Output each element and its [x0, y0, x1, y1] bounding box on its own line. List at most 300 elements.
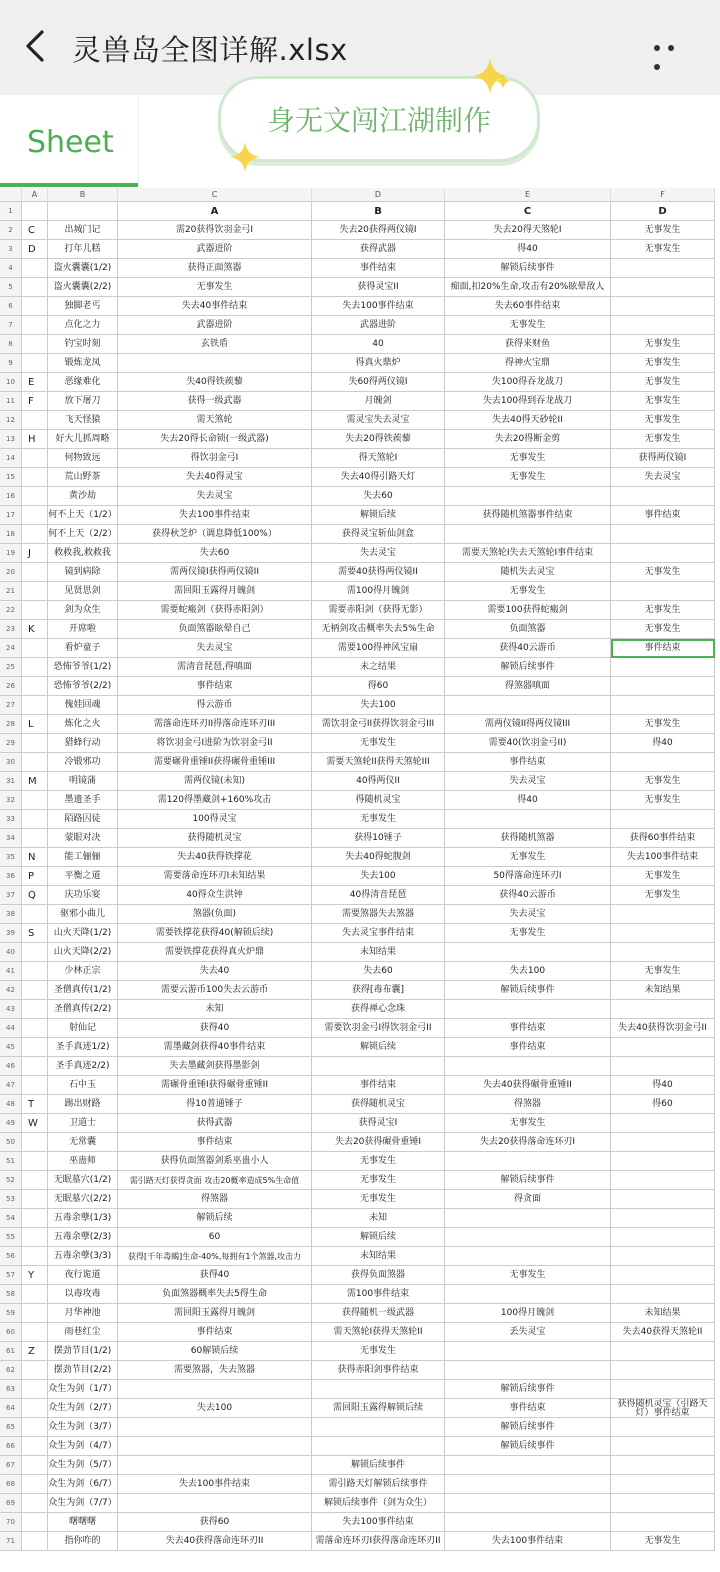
cell-d[interactable]: 解锁后续: [312, 1228, 445, 1247]
row-number[interactable]: 31: [0, 772, 22, 791]
cell-f[interactable]: [611, 1456, 715, 1475]
cell-e[interactable]: 得煞器嗔面: [445, 677, 611, 696]
row-number[interactable]: 33: [0, 810, 22, 829]
cell-a[interactable]: C: [22, 221, 48, 240]
row-number[interactable]: 45: [0, 1038, 22, 1057]
row-number[interactable]: 66: [0, 1437, 22, 1456]
cell-b[interactable]: 炼化之火: [48, 715, 118, 734]
cell-b[interactable]: 锻炼龙凤: [48, 354, 118, 373]
cell-a[interactable]: J: [22, 544, 48, 563]
cell-c[interactable]: A: [118, 202, 312, 221]
cell-c[interactable]: 需落命连环刃II得落命连环刃III: [118, 715, 312, 734]
cell-f[interactable]: [611, 1247, 715, 1266]
cell-e[interactable]: [445, 1000, 611, 1019]
cell-a[interactable]: [22, 1513, 48, 1532]
cell-c[interactable]: 需清音琵琶,得嗔面: [118, 658, 312, 677]
cell-a[interactable]: [22, 468, 48, 487]
cell-b[interactable]: 夜行诡道: [48, 1266, 118, 1285]
cell-b[interactable]: 盗火囊囊(2/2): [48, 278, 118, 297]
cell-f[interactable]: 无事发生: [611, 962, 715, 981]
cell-e[interactable]: 无事发生: [445, 316, 611, 335]
back-arrow-icon[interactable]: [18, 28, 54, 64]
cell-f[interactable]: 获得两仪镜I: [611, 449, 715, 468]
cell-c[interactable]: 获得一级武器: [118, 392, 312, 411]
cell-b[interactable]: 出城门记: [48, 221, 118, 240]
cell-a[interactable]: [22, 1380, 48, 1399]
cell-f[interactable]: [611, 582, 715, 601]
cell-e[interactable]: [445, 1152, 611, 1171]
cell-f[interactable]: 无事发生: [611, 1532, 715, 1551]
cell-d[interactable]: 无事发生: [312, 1342, 445, 1361]
cell-e[interactable]: 解锁后续事件: [445, 1380, 611, 1399]
cell-c[interactable]: 40得众生洪钟: [118, 886, 312, 905]
cell-e[interactable]: 失100得吞龙战刀: [445, 373, 611, 392]
cell-b[interactable]: 圣手真迹1/2): [48, 1038, 118, 1057]
cell-e[interactable]: 解锁后续事件: [445, 1418, 611, 1437]
cell-e[interactable]: 失去60事件结束: [445, 297, 611, 316]
cell-b[interactable]: 钓宝时刻: [48, 335, 118, 354]
cell-f[interactable]: [611, 1038, 715, 1057]
column-header[interactable]: C: [118, 188, 312, 202]
row-number[interactable]: 41: [0, 962, 22, 981]
cell-e[interactable]: 解锁后续事件: [445, 1171, 611, 1190]
cell-a[interactable]: [22, 981, 48, 1000]
cell-b[interactable]: 圣僧真传(2/2): [48, 1000, 118, 1019]
spreadsheet-grid[interactable]: [0, 188, 720, 1572]
row-number[interactable]: 39: [0, 924, 22, 943]
cell-d[interactable]: 失去灵宝事件结束: [312, 924, 445, 943]
cell-d[interactable]: 无事发生: [312, 734, 445, 753]
cell-a[interactable]: [22, 202, 48, 221]
row-number[interactable]: 4: [0, 259, 22, 278]
cell-b[interactable]: 五毒余孽(1/3): [48, 1209, 118, 1228]
cell-e[interactable]: [445, 1494, 611, 1513]
cell-c[interactable]: 获得正面煞器: [118, 259, 312, 278]
cell-b[interactable]: 众生为剑（3/7）: [48, 1418, 118, 1437]
cell-b[interactable]: 盗火囊囊(1/2): [48, 259, 118, 278]
cell-d[interactable]: 获得负面煞器: [312, 1266, 445, 1285]
cell-f[interactable]: 无事发生: [611, 430, 715, 449]
cell-a[interactable]: [22, 1038, 48, 1057]
row-number[interactable]: 50: [0, 1133, 22, 1152]
cell-f[interactable]: 无事发生: [611, 886, 715, 905]
cell-b[interactable]: 镜到病除: [48, 563, 118, 582]
cell-c[interactable]: 需要铁撑花获得40(解锁后续): [118, 924, 312, 943]
cell-b[interactable]: 救救我,救救我: [48, 544, 118, 563]
row-number[interactable]: 29: [0, 734, 22, 753]
cell-b[interactable]: 雨巷红尘: [48, 1323, 118, 1342]
cell-e[interactable]: 失去20得天煞轮I: [445, 221, 611, 240]
cell-e[interactable]: 事件结束: [445, 1038, 611, 1057]
cell-b[interactable]: 陌路囚徒: [48, 810, 118, 829]
cell-c[interactable]: 得10普通锤子: [118, 1095, 312, 1114]
cell-e[interactable]: 获得40云游币: [445, 886, 611, 905]
cell-d[interactable]: 无事发生: [312, 1190, 445, 1209]
row-number[interactable]: 23: [0, 620, 22, 639]
cell-b[interactable]: 无眠墓穴(2/2): [48, 1190, 118, 1209]
cell-a[interactable]: [22, 278, 48, 297]
cell-f[interactable]: [611, 696, 715, 715]
cell-c[interactable]: 获得秋芝炉（调息降低100%）: [118, 525, 312, 544]
cell-a[interactable]: [22, 487, 48, 506]
row-number[interactable]: 14: [0, 449, 22, 468]
cell-e[interactable]: 无事发生: [445, 848, 611, 867]
cell-f[interactable]: [611, 1342, 715, 1361]
cell-a[interactable]: S: [22, 924, 48, 943]
cell-c[interactable]: 需天煞轮: [118, 411, 312, 430]
cell-e[interactable]: [445, 1209, 611, 1228]
cell-e[interactable]: [445, 1285, 611, 1304]
row-number[interactable]: 61: [0, 1342, 22, 1361]
cell-d[interactable]: 获得武器: [312, 240, 445, 259]
cell-a[interactable]: D: [22, 240, 48, 259]
cell-a[interactable]: [22, 1437, 48, 1456]
cell-c[interactable]: 得云游币: [118, 696, 312, 715]
row-number[interactable]: 56: [0, 1247, 22, 1266]
cell-e[interactable]: [445, 1057, 611, 1076]
cell-f[interactable]: [611, 810, 715, 829]
cell-b[interactable]: 五毒余孽(2/3): [48, 1228, 118, 1247]
cell-f[interactable]: [611, 1475, 715, 1494]
cell-c[interactable]: 得饮羽金弓I: [118, 449, 312, 468]
cell-d[interactable]: 得天煞轮I: [312, 449, 445, 468]
cell-e[interactable]: 得40: [445, 791, 611, 810]
cell-a[interactable]: [22, 962, 48, 981]
cell-e[interactable]: 得40: [445, 240, 611, 259]
cell-b[interactable]: 恐怖爷爷(1/2): [48, 658, 118, 677]
cell-d[interactable]: 40得两仪II: [312, 772, 445, 791]
cell-e[interactable]: 需要40(饮羽金弓II): [445, 734, 611, 753]
cell-d[interactable]: 40得清音琵琶: [312, 886, 445, 905]
row-number[interactable]: 60: [0, 1323, 22, 1342]
cell-a[interactable]: [22, 1456, 48, 1475]
cell-d[interactable]: 解锁后续事件（剑为众生）: [312, 1494, 445, 1513]
row-number[interactable]: 58: [0, 1285, 22, 1304]
cell-a[interactable]: [22, 1532, 48, 1551]
row-number[interactable]: 15: [0, 468, 22, 487]
cell-a[interactable]: W: [22, 1114, 48, 1133]
cell-a[interactable]: [22, 639, 48, 658]
cell-e[interactable]: 无事发生: [445, 924, 611, 943]
row-number[interactable]: 25: [0, 658, 22, 677]
cell-a[interactable]: [22, 810, 48, 829]
cell-f[interactable]: 获得60事件结束: [611, 829, 715, 848]
cell-f[interactable]: [611, 1266, 715, 1285]
cell-e[interactable]: 获得来财鱼: [445, 335, 611, 354]
cell-f[interactable]: 无事发生: [611, 563, 715, 582]
cell-c[interactable]: 失去40获得铁撑花: [118, 848, 312, 867]
cell-c[interactable]: 获得武器: [118, 1114, 312, 1133]
cell-f[interactable]: 得40: [611, 1076, 715, 1095]
cell-f[interactable]: 失去灵宝: [611, 468, 715, 487]
cell-e[interactable]: [445, 1513, 611, 1532]
cell-c[interactable]: 获得60: [118, 1513, 312, 1532]
cell-d[interactable]: 失去100: [312, 696, 445, 715]
cell-f[interactable]: 无事发生: [611, 620, 715, 639]
cell-f[interactable]: 无事发生: [611, 772, 715, 791]
cell-b[interactable]: 傀娃回魂: [48, 696, 118, 715]
cell-f[interactable]: 无事发生: [611, 240, 715, 259]
row-number[interactable]: 52: [0, 1171, 22, 1190]
cell-c[interactable]: 需两仪镜(未知): [118, 772, 312, 791]
cell-f[interactable]: [611, 658, 715, 677]
cell-f[interactable]: 无事发生: [611, 335, 715, 354]
row-number[interactable]: 62: [0, 1361, 22, 1380]
row-number[interactable]: 11: [0, 392, 22, 411]
row-number[interactable]: 17: [0, 506, 22, 525]
cell-d[interactable]: 需灵宝失去灵宝: [312, 411, 445, 430]
cell-a[interactable]: [22, 1494, 48, 1513]
cell-f[interactable]: [611, 259, 715, 278]
cell-a[interactable]: [22, 791, 48, 810]
cell-a[interactable]: [22, 1000, 48, 1019]
cell-c[interactable]: 需要落命连环刃I未知结果: [118, 867, 312, 886]
cell-e[interactable]: 无事发生: [445, 582, 611, 601]
cell-a[interactable]: N: [22, 848, 48, 867]
cell-c[interactable]: 无事发生: [118, 278, 312, 297]
cell-d[interactable]: 未知结果: [312, 1247, 445, 1266]
row-number[interactable]: 20: [0, 563, 22, 582]
row-number[interactable]: 6: [0, 297, 22, 316]
cell-b[interactable]: 剑为众生: [48, 601, 118, 620]
cell-b[interactable]: 摆劲节目(2/2): [48, 1361, 118, 1380]
cell-f[interactable]: [611, 753, 715, 772]
cell-e[interactable]: 需要100获得蛇瘢剑: [445, 601, 611, 620]
cell-a[interactable]: [22, 1399, 48, 1418]
cell-d[interactable]: 40: [312, 335, 445, 354]
cell-e[interactable]: 获得随机煞器事件结束: [445, 506, 611, 525]
cell-e[interactable]: 失去40获得碾骨重锤II: [445, 1076, 611, 1095]
cell-e[interactable]: 失去40得天砂轮II: [445, 411, 611, 430]
row-number[interactable]: 49: [0, 1114, 22, 1133]
row-number[interactable]: 70: [0, 1513, 22, 1532]
cell-d[interactable]: 失60得两仪镜I: [312, 373, 445, 392]
column-header[interactable]: A: [22, 188, 48, 202]
cell-b[interactable]: 圣僧真传(1/2): [48, 981, 118, 1000]
cell-f[interactable]: [611, 1380, 715, 1399]
cell-f[interactable]: 无事发生: [611, 392, 715, 411]
cell-c[interactable]: 失去100: [118, 1399, 312, 1418]
cell-e[interactable]: [445, 696, 611, 715]
cell-c[interactable]: 玄铁盾: [118, 335, 312, 354]
cell-a[interactable]: [22, 829, 48, 848]
cell-a[interactable]: Q: [22, 886, 48, 905]
cell-d[interactable]: 得随机灵宝: [312, 791, 445, 810]
cell-b[interactable]: 石中玉: [48, 1076, 118, 1095]
cell-a[interactable]: [22, 943, 48, 962]
cell-e[interactable]: 得煞器: [445, 1095, 611, 1114]
cell-f[interactable]: [611, 1228, 715, 1247]
row-number[interactable]: 18: [0, 525, 22, 544]
cell-e[interactable]: 随机失去灵宝: [445, 563, 611, 582]
cell-a[interactable]: [22, 1209, 48, 1228]
cell-e[interactable]: 失去20获得落命连环刃I: [445, 1133, 611, 1152]
cell-f[interactable]: [611, 1361, 715, 1380]
row-number[interactable]: 63: [0, 1380, 22, 1399]
cell-c[interactable]: 需要云游币100失去云游币: [118, 981, 312, 1000]
cell-d[interactable]: 武器进阶: [312, 316, 445, 335]
cell-b[interactable]: 独脚老丐: [48, 297, 118, 316]
cell-d[interactable]: 获得随机一级武器: [312, 1304, 445, 1323]
cell-b[interactable]: 驱邪小曲儿: [48, 905, 118, 924]
cell-c[interactable]: 需要碾骨重锤II获得碾骨重锤III: [118, 753, 312, 772]
cell-e[interactable]: 解锁后续事件: [445, 981, 611, 1000]
cell-d[interactable]: 无事发生: [312, 1171, 445, 1190]
cell-a[interactable]: [22, 1361, 48, 1380]
row-number[interactable]: 42: [0, 981, 22, 1000]
cell-e[interactable]: 50得落命连环刃I: [445, 867, 611, 886]
cell-c[interactable]: 事件结束: [118, 677, 312, 696]
cell-b[interactable]: 山火天降(1/2): [48, 924, 118, 943]
cell-b[interactable]: 众生为剑（1/7）: [48, 1380, 118, 1399]
cell-a[interactable]: [22, 1057, 48, 1076]
cell-f[interactable]: [611, 1437, 715, 1456]
cell-f[interactable]: [611, 1209, 715, 1228]
cell-d[interactable]: 需100得月魄剑: [312, 582, 445, 601]
cell-f[interactable]: 失去40获得天煞轮II: [611, 1323, 715, 1342]
cell-c[interactable]: 失40得铁蒺藜: [118, 373, 312, 392]
cell-b[interactable]: 看炉童子: [48, 639, 118, 658]
cell-e[interactable]: [445, 943, 611, 962]
cell-b[interactable]: 明镜蒲: [48, 772, 118, 791]
cell-d[interactable]: 获得灵宝I: [312, 1114, 445, 1133]
cell-d[interactable]: 获得随机灵宝: [312, 1095, 445, 1114]
cell-e[interactable]: [445, 1475, 611, 1494]
column-header[interactable]: B: [48, 188, 118, 202]
row-number[interactable]: 16: [0, 487, 22, 506]
cell-c[interactable]: 需要煞器，失去煞器: [118, 1361, 312, 1380]
cell-b[interactable]: 众生为剑（7/7）: [48, 1494, 118, 1513]
row-number[interactable]: 10: [0, 373, 22, 392]
cell-c[interactable]: 负面煞器眩晕自己: [118, 620, 312, 639]
cell-b[interactable]: 山火天降(2/2): [48, 943, 118, 962]
cell-b[interactable]: 无常囊: [48, 1133, 118, 1152]
cell-d[interactable]: 需饮羽金弓II获得饮羽金弓III: [312, 715, 445, 734]
cell-c[interactable]: 获得40: [118, 1019, 312, 1038]
cell-d[interactable]: 需要100得神风宝扇: [312, 639, 445, 658]
cell-b[interactable]: 巫蛊师: [48, 1152, 118, 1171]
column-header[interactable]: E: [445, 188, 611, 202]
cell-e[interactable]: 失去100事件结束: [445, 1532, 611, 1551]
cell-f[interactable]: [611, 1000, 715, 1019]
cell-d[interactable]: 需要天煞轮II获得天煞轮III: [312, 753, 445, 772]
cell-c[interactable]: 失去40: [118, 962, 312, 981]
cell-d[interactable]: 失去40得蛇腹剑: [312, 848, 445, 867]
cell-b[interactable]: 飞天怪猿: [48, 411, 118, 430]
cell-c[interactable]: [118, 1418, 312, 1437]
cell-d[interactable]: 需落命连环刃I获得落命连环刃II: [312, 1532, 445, 1551]
cell-f[interactable]: 无事发生: [611, 411, 715, 430]
cell-a[interactable]: [22, 905, 48, 924]
cell-f[interactable]: 无事发生: [611, 354, 715, 373]
cell-a[interactable]: [22, 1190, 48, 1209]
cell-d[interactable]: 得真火鼎炉: [312, 354, 445, 373]
cell-b[interactable]: 点化之力: [48, 316, 118, 335]
cell-f[interactable]: [611, 544, 715, 563]
cell-f[interactable]: [611, 487, 715, 506]
cell-d[interactable]: [312, 1057, 445, 1076]
row-number[interactable]: 46: [0, 1057, 22, 1076]
cell-b[interactable]: 踢出财路: [48, 1095, 118, 1114]
cell-f[interactable]: [611, 1190, 715, 1209]
row-number[interactable]: 44: [0, 1019, 22, 1038]
cell-b[interactable]: 平衡之道: [48, 867, 118, 886]
cell-b[interactable]: 以毒攻毒: [48, 1285, 118, 1304]
cell-e[interactable]: 解锁后续事件: [445, 259, 611, 278]
cell-e[interactable]: 无事发生: [445, 449, 611, 468]
row-number[interactable]: 43: [0, 1000, 22, 1019]
cell-f[interactable]: [611, 1171, 715, 1190]
row-number[interactable]: 48: [0, 1095, 22, 1114]
cell-c[interactable]: 需两仪镜I获得两仪镜II: [118, 563, 312, 582]
cell-a[interactable]: [22, 1228, 48, 1247]
cell-c[interactable]: 需回阳玉露得月魄剑: [118, 582, 312, 601]
row-number[interactable]: 5: [0, 278, 22, 297]
cell-e[interactable]: 得贪面: [445, 1190, 611, 1209]
cell-d[interactable]: 需要赤阳剑（获得无影）: [312, 601, 445, 620]
cell-c[interactable]: 失去100事件结束: [118, 506, 312, 525]
cell-a[interactable]: [22, 1475, 48, 1494]
cell-d[interactable]: 失去60: [312, 962, 445, 981]
cell-a[interactable]: [22, 335, 48, 354]
row-number[interactable]: 12: [0, 411, 22, 430]
cell-d[interactable]: 解锁后续: [312, 1038, 445, 1057]
row-number[interactable]: 26: [0, 677, 22, 696]
cell-c[interactable]: 失去40获得落命连环刃II: [118, 1532, 312, 1551]
cell-c[interactable]: 事件结束: [118, 1323, 312, 1342]
row-number[interactable]: 28: [0, 715, 22, 734]
cell-c[interactable]: [118, 354, 312, 373]
cell-d[interactable]: [312, 1437, 445, 1456]
cell-c[interactable]: 煞器(负面): [118, 905, 312, 924]
cell-e[interactable]: 失去灵宝: [445, 772, 611, 791]
cell-f[interactable]: 得60: [611, 1095, 715, 1114]
cell-a[interactable]: [22, 449, 48, 468]
cell-f[interactable]: [611, 297, 715, 316]
cell-e[interactable]: 痴面,扣20%生命,攻击有20%眩晕敌人: [445, 278, 611, 297]
cell-a[interactable]: [22, 677, 48, 696]
row-number[interactable]: 37: [0, 886, 22, 905]
cell-e[interactable]: 失去100: [445, 962, 611, 981]
cell-b[interactable]: 冷锻邪功: [48, 753, 118, 772]
cell-c[interactable]: 失去100事件结束: [118, 1475, 312, 1494]
cell-b[interactable]: 庆功乐宴: [48, 886, 118, 905]
cell-e[interactable]: C: [445, 202, 611, 221]
cell-c[interactable]: 需碾骨重锤I获得碾骨重锤II: [118, 1076, 312, 1095]
cell-f[interactable]: [611, 677, 715, 696]
cell-e[interactable]: 失去灵宝: [445, 905, 611, 924]
cell-e[interactable]: 获得40云游币: [445, 639, 611, 658]
cell-a[interactable]: Z: [22, 1342, 48, 1361]
cell-d[interactable]: 失去100: [312, 867, 445, 886]
cell-d[interactable]: 获得赤阳剑事件结束: [312, 1361, 445, 1380]
cell-b[interactable]: 指你咋的: [48, 1532, 118, 1551]
cell-c[interactable]: 失去40事件结束: [118, 297, 312, 316]
cell-a[interactable]: [22, 1019, 48, 1038]
cell-f[interactable]: 无事发生: [611, 221, 715, 240]
cell-d[interactable]: 需要饮羽金弓I得饮羽金弓II: [312, 1019, 445, 1038]
cell-f[interactable]: [611, 278, 715, 297]
cell-b[interactable]: 摆劲节目(1/2): [48, 1342, 118, 1361]
row-number[interactable]: 71: [0, 1532, 22, 1551]
cell-b[interactable]: 能工俪俪: [48, 848, 118, 867]
cell-d[interactable]: 解锁后续事件: [312, 1456, 445, 1475]
cell-d[interactable]: 失去灵宝: [312, 544, 445, 563]
cell-a[interactable]: [22, 1247, 48, 1266]
row-number[interactable]: 1: [0, 202, 22, 221]
row-number[interactable]: 53: [0, 1190, 22, 1209]
row-number[interactable]: 9: [0, 354, 22, 373]
